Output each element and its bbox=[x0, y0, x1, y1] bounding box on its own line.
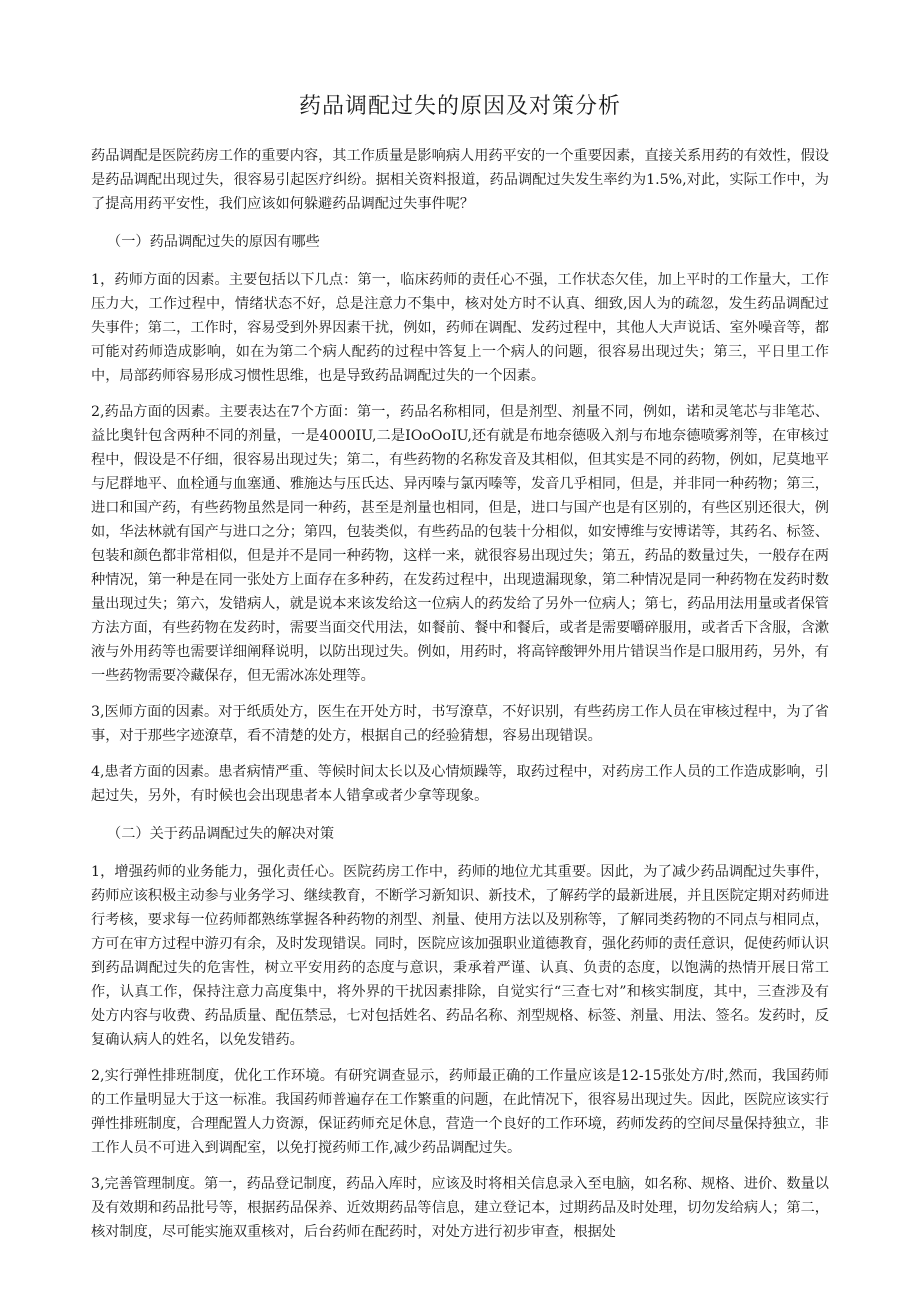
paragraph-flexible-scheduling: 2,实行弹性排班制度，优化工作环境。有研究调查显示，药师最正确的工作量应该是12-15张处方/时,然而，我国药师的工作量明显大于这一标准。我国药师普遍存在工作繁重的问题，在此情况下，很容易出现过失。因此，医院应该实行弹性排班制度，合理配置人力资源，保证药师充足休息，营造一个良好的工作环境，药师发药的空间尽量保持独立，非工作人员不可进入到调配室，以免打搅药师工作,减少药品调配过失。 bbox=[91, 1068, 829, 1156]
section-heading-solutions: （二）关于药品调配过失的解决对策 bbox=[107, 826, 335, 842]
paragraph-patient-factors: 4,患者方面的因素。患者病情严重、等候时间太长以及心情烦躁等，取药过程中，对药房工作人员的工作造成影响，引起过失，另外，有时候也会出现患者本人错拿或者少拿等现象。 bbox=[91, 764, 829, 804]
document-page bbox=[91, 0, 829, 1244]
paragraph-management-system: 3,完善管理制度。第一，药品登记制度，药品入库时，应该及时将相关信息录入至电脑，如名称、规格、进价、数量以及有效期和药品批号等，根据药品保养、近效期药品等信息，建立登记本，过期药品及时处理，切勿发给病人；第二，核对制度，尽可能实施双重核对，后台药师在配药时，对处方进行初步审查，根据处 bbox=[91, 1176, 829, 1240]
document-title: 药品调配过失的原因及对策分析 bbox=[298, 94, 621, 119]
intro-paragraph: 药品调配是医院药房工作的重要内容，其工作质量是影响病人用药平安的一个重要因素，直接关系用药的有效性，假设是药品调配出现过失，很容易引起医疗纠纷。据相关资料报道，药品调配过失发生率约为1.5%,对此，实际工作中，为了提高用药平安性，我们应该如何躲避药品调配过失事件呢？ bbox=[91, 148, 829, 212]
paragraph-physician-factors: 3,医师方面的因素。对于纸质处方，医生在开处方时，书写潦草，不好识别，有些药房工作人员在审核过程中，为了省事，对于那些字迹潦草，看不清楚的处方，根据自己的经验猜想，容易出现错误。 bbox=[91, 704, 829, 744]
section-heading-causes: （一）药品调配过失的原因有哪些 bbox=[107, 234, 320, 250]
paragraph-pharmacist-ability: 1，增强药师的业务能力，强化责任心。医院药房工作中，药师的地位尤其重要。因此，为了减少药品调配过失事件，药师应该积极主动参与业务学习、继续教育，不断学习新知识、新技术，了解药学的最新进展，并且医院定期对药师进行考核，要求每一位药师都熟练掌握各种药物的剂型、剂量、使用方法以及别称等，了解同类药物的不同点与相同点，方可在审方过程中游刃有余，及时发现错误。同时，医院应该加强职业道德教育，强化药师的责任意识，促使药师认识到药品调配过失的危害性，树立平安用药的态度与意识，秉承着严谨、认真、负责的态度，以饱满的热情开展日常工作，认真工作，保持注意力高度集中，将外界的干扰因素排除，自觉实行“三查七对”和核实制度，其中，三查涉及有处方内容与收费、药品质量、配伍禁忌，七对包括姓名、药品名称、剂型规格、标签、剂量、用法、签名。发药时，反复确认病人的姓名，以免发错药。 bbox=[91, 864, 829, 1048]
paragraph-drug-factors: 2,药品方面的因素。主要表达在7个方面：第一，药品名称相同，但是剂型、剂量不同，例如，诺和灵笔芯与非笔芯、益比奥针包含两种不同的剂量，一是4000IU,二是IOoOoIU,还有就是布地奈德吸入剂与布地奈德喷雾剂等，在审核过程中，假设是不仔细，很容易出现过失；第二，有些药物的名称发音及其相似，但其实是不同的药物，例如，尼莫地平与尼群地平、血栓通与血塞通、雅施达与压氏达、异丙嗪与氯丙嗪等，发音几乎相同，但是，并非同一种药物；第三，进口和国产药，有些药物虽然是同一种药，甚至是剂量也相同，但是，进口与国产也是有区别的，有些区别还很大，例如，华法林就有国产与进口之分；第四，包装类似，有些药品的包装十分相似，如安博维与安博诺等，其药名、标签、包装和颜色都非常相似，但是并不是同一种药物，这样一来，就很容易出现过失；第五，药品的数量过失，一般存在两种情况，第一种是在同一张处方上面存在多种药，在发药过程中，出现遗漏现象，第二种情况是同一种药物在发药时数量出现过失；第六，发错病人，就是说本来该发给这一位病人的药发给了另外一位病人；第七，药品用法用量或者保管方法方面，有些药物在发药时，需要当面交代用法，如餐前、餐中和餐后，或者是需要嚼碎服用，或者舌下含服，含漱液与外用药等也需要详细阐释说明，以防出现过失。例如，用药时，将高锌酸钾外用片错误当作是口服用药，另外，有一些药物需要冷藏保存，但无需冰冻处理等。 bbox=[91, 404, 829, 684]
paragraph-pharmacist-factors: 1，药师方面的因素。主要包括以下几点：第一，临床药师的责任心不强，工作状态欠佳，加上平时的工作量大，工作压力大，工作过程中，情绪状态不好，总是注意力不集中，核对处方时不认真、细致,因人为的疏忽，发生药品调配过失事件；第二，工作时，容易受到外界因素干扰，例如，药师在调配、发药过程中，其他人大声说话、室外噪音等，都可能对药师造成影响，如在为第二个病人配药的过程中答复上一个病人的问题，很容易出现过失；第三，平日里工作中，局部药师容易形成习惯性思维，也是导致药品调配过失的一个因素。 bbox=[91, 272, 829, 384]
